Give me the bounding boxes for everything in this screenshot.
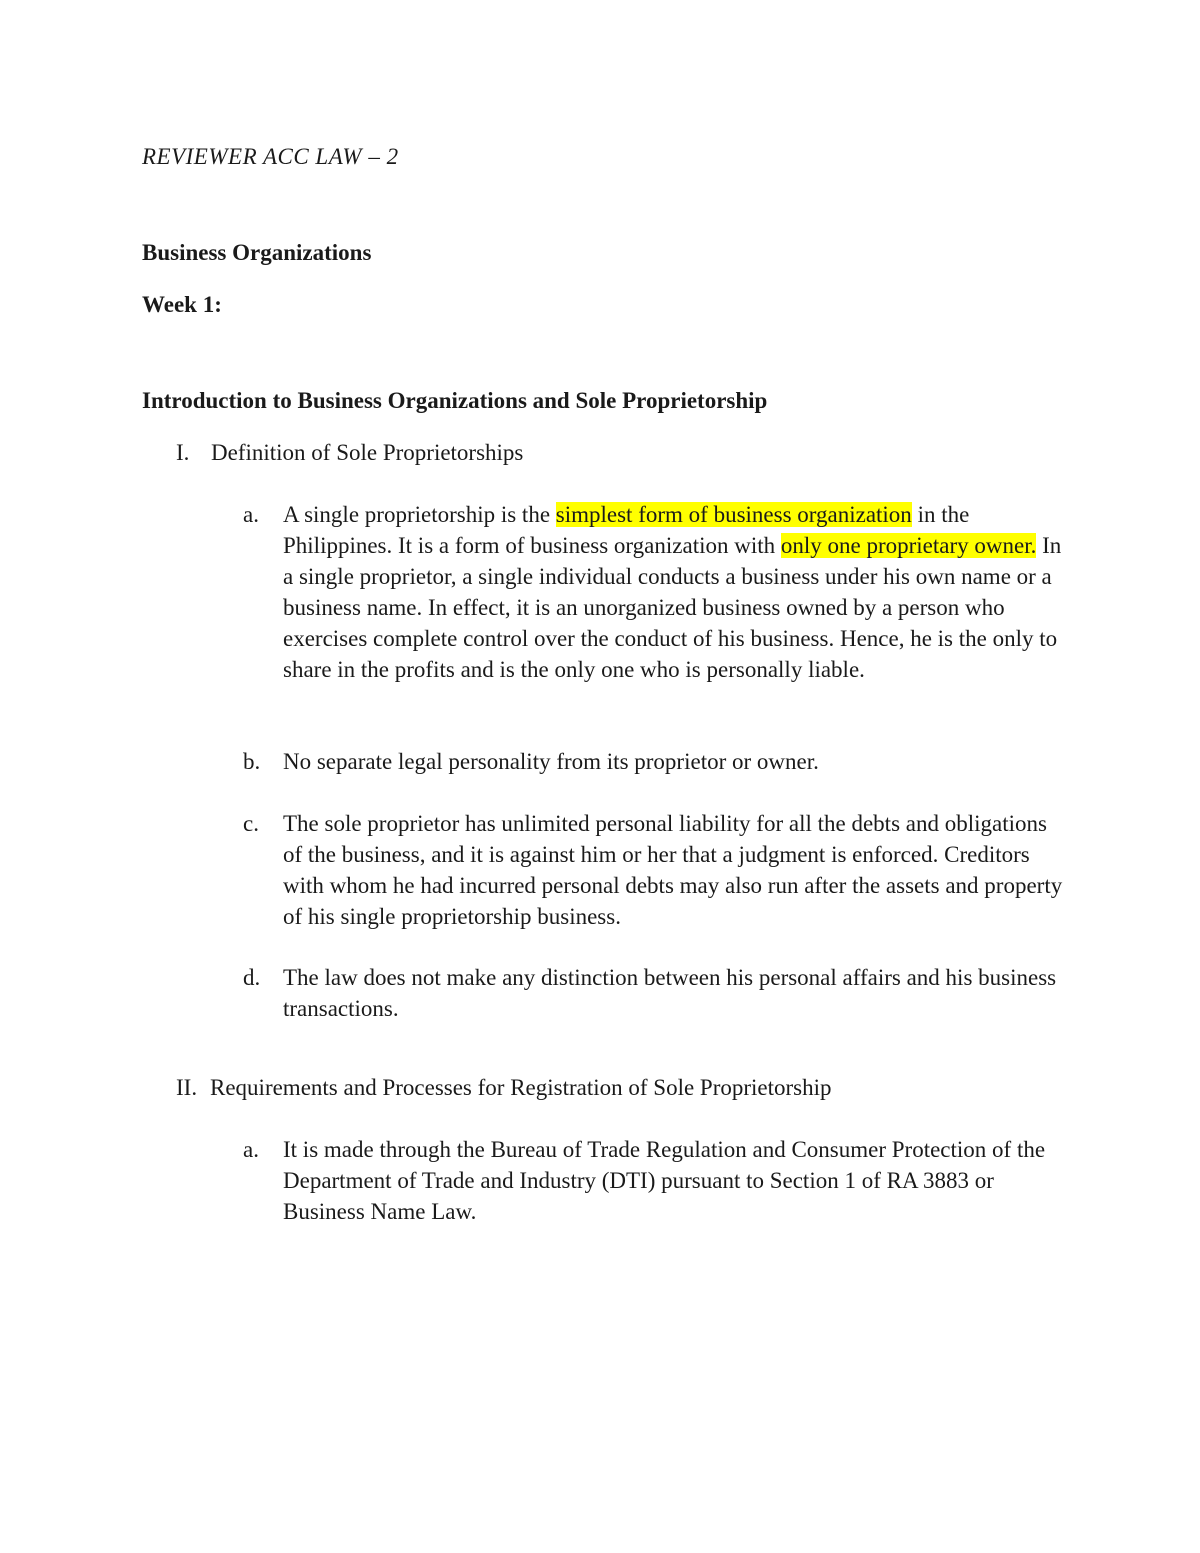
week-heading: Week 1: [142,292,222,317]
roman-number: II. [176,1075,198,1100]
item-letter: d. [243,965,261,990]
roman-heading: Definition of Sole Proprietorships [211,440,524,465]
list-item-1a [243,499,1065,685]
item-text [283,499,1065,685]
roman-item-2 [142,1072,832,1103]
item-text: The law does not make any distinction between his personal affairs and his business transactions. [283,965,1057,1021]
item-letter: c. [243,811,259,836]
item-text: No separate legal personality from its proprietor or owner. [283,749,819,774]
roman-number: I. [176,440,190,465]
item-letter: b. [243,749,261,774]
text-run: In a single proprietor, a single individual conducts a business under his own name or a business name. In effect, it is an unorganized business owned by a person who exercises complete control over the conduct of his business. Hence, he is the only to share in the profits and is the only one who is personally liable. [283,533,1062,682]
list-item-2a [243,1134,1065,1227]
roman-heading: Requirements and Processes for Registration of Sole Proprietorship [210,1075,832,1100]
text-run: A single proprietorship is the [283,502,556,527]
item-text: The sole proprietor has unlimited personal liability for all the debts and obligations of the business, and it is against him or her that a judgment is enforced. Creditors with whom he had incurred personal debts may also run after the assets and property of his single proprietorship business. [283,811,1063,929]
item-text: It is made through the Bureau of Trade Regulation and Consumer Protection of the Department of Trade and Industry (DTI) pursuant to Section 1 of RA 3883 or Business Name Law. [283,1137,1046,1224]
list-item-1c [243,808,1065,932]
document-title: REVIEWER ACC LAW – 2 [142,144,399,169]
highlighted-text: only one proprietary owner. [780,533,1037,558]
list-item-1d [243,962,1065,1024]
highlighted-text: simplest form of business organization [555,502,912,527]
roman-item-1 [142,437,523,468]
item-letter: a. [243,502,259,527]
section-heading: Introduction to Business Organizations and Sole Proprietorship [142,388,768,413]
item-letter: a. [243,1137,259,1162]
subject-heading: Business Organizations [142,240,372,265]
list-item-1b [243,746,1065,777]
text-run: in the Philippines. It is a form of business organization with [283,502,970,558]
